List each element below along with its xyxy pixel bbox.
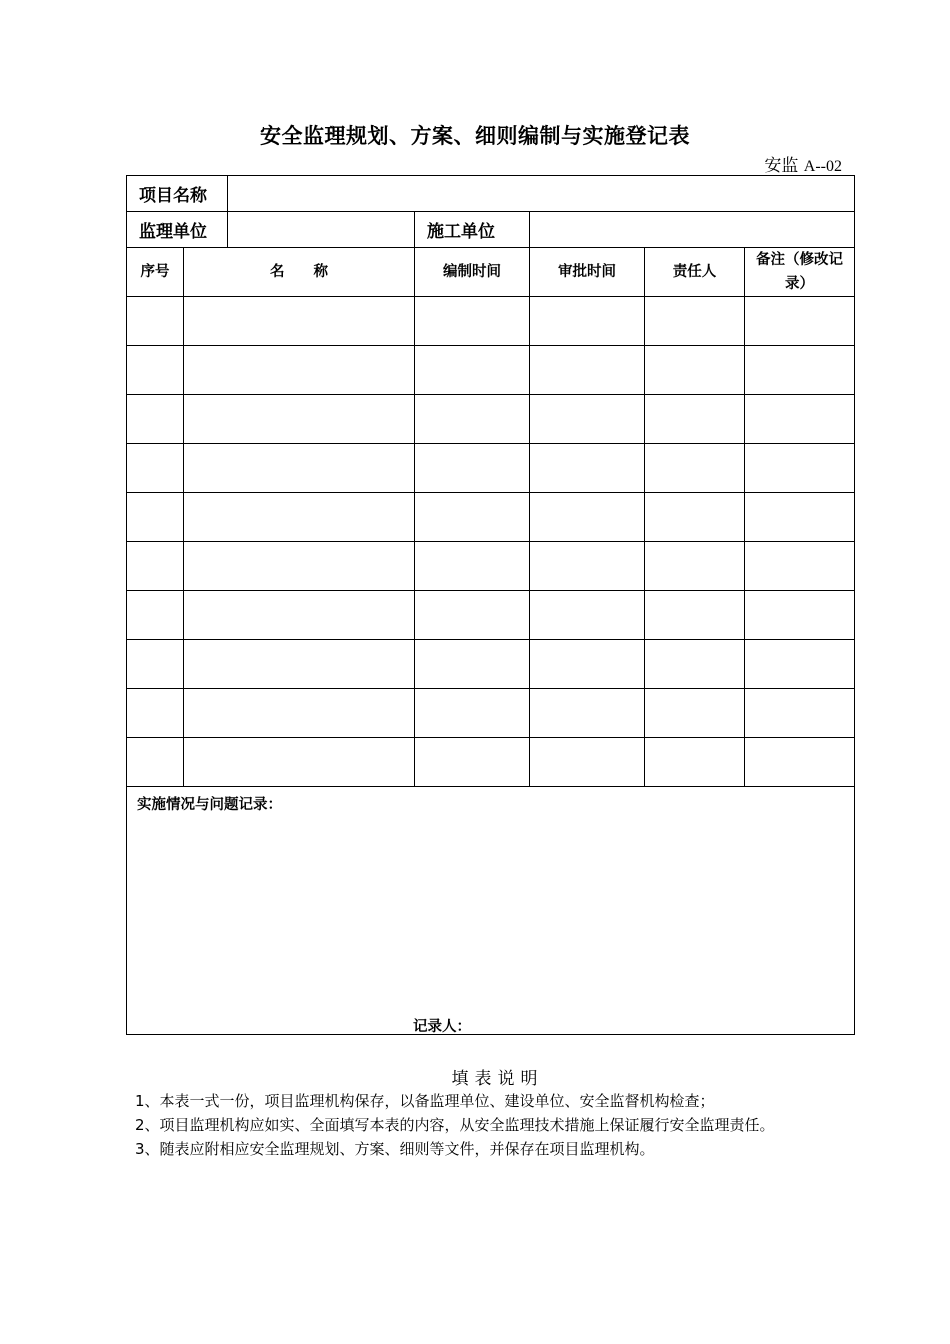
responsible-cell[interactable] (645, 444, 745, 493)
responsible-cell[interactable] (645, 297, 745, 346)
compile-time-cell[interactable] (415, 542, 530, 591)
seq-cell[interactable] (127, 395, 184, 444)
compile-time-cell[interactable] (415, 738, 530, 787)
seq-cell[interactable] (127, 738, 184, 787)
responsible-cell[interactable] (645, 689, 745, 738)
table-row (127, 395, 855, 444)
contractor-label: 施工单位 (415, 212, 530, 248)
col-seq: 序号 (127, 248, 184, 297)
compile-time-cell[interactable] (415, 591, 530, 640)
name-cell[interactable] (184, 738, 415, 787)
project-name-field[interactable] (228, 176, 855, 212)
approve-time-cell[interactable] (530, 395, 645, 444)
seq-cell[interactable] (127, 493, 184, 542)
col-remarks: 备注（修改记录） (745, 248, 855, 297)
approve-time-cell[interactable] (530, 591, 645, 640)
approve-time-cell[interactable] (530, 444, 645, 493)
table-row (127, 738, 855, 787)
responsible-cell[interactable] (645, 395, 745, 444)
recorder-label: 记录人： (413, 1019, 471, 1035)
remarks-cell[interactable] (745, 493, 855, 542)
name-cell[interactable] (184, 542, 415, 591)
remarks-cell[interactable] (745, 395, 855, 444)
name-cell[interactable] (184, 493, 415, 542)
remarks-cell[interactable] (745, 542, 855, 591)
name-cell[interactable] (184, 297, 415, 346)
remarks-cell[interactable] (745, 591, 855, 640)
table-row (127, 640, 855, 689)
page-title: 安全监理规划、方案、细则编制与实施登记表 (260, 124, 690, 148)
approve-time-cell[interactable] (530, 640, 645, 689)
responsible-cell[interactable] (645, 640, 745, 689)
registration-table (126, 175, 855, 1035)
name-cell[interactable] (184, 689, 415, 738)
col-approve-time: 审批时间 (530, 248, 645, 297)
compile-time-cell[interactable] (415, 346, 530, 395)
name-cell[interactable] (184, 395, 415, 444)
name-cell[interactable] (184, 640, 415, 689)
table-row (127, 297, 855, 346)
seq-cell[interactable] (127, 640, 184, 689)
remarks-cell[interactable] (745, 346, 855, 395)
responsible-cell[interactable] (645, 542, 745, 591)
responsible-cell[interactable] (645, 738, 745, 787)
notes-label: 实施情况与问题记录： (137, 797, 282, 813)
table-row (127, 591, 855, 640)
compile-time-cell[interactable] (415, 493, 530, 542)
instruction-item: 2、项目监理机构应如实、全面填写本表的内容，从安全监理技术措施上保证履行安全监理责任。 (135, 1116, 775, 1134)
seq-cell[interactable] (127, 689, 184, 738)
remarks-cell[interactable] (745, 640, 855, 689)
form-code-prefix: 安监 (764, 156, 799, 176)
form-code-number: A--02 (803, 158, 842, 175)
compile-time-cell[interactable] (415, 689, 530, 738)
approve-time-cell[interactable] (530, 738, 645, 787)
approve-time-cell[interactable] (530, 689, 645, 738)
project-name-label: 项目名称 (127, 176, 228, 212)
remarks-cell[interactable] (745, 738, 855, 787)
unit-row (127, 212, 855, 248)
approve-time-cell[interactable] (530, 346, 645, 395)
seq-cell[interactable] (127, 346, 184, 395)
col-responsible: 责任人 (645, 248, 745, 297)
table-row (127, 689, 855, 738)
instructions-title: 填表说明 (451, 1069, 544, 1089)
seq-cell[interactable] (127, 297, 184, 346)
column-header-row (127, 248, 855, 297)
instruction-item: 1、本表一式一份，项目监理机构保存，以备监理单位、建设单位、安全监督机构检查； (135, 1092, 715, 1110)
responsible-cell[interactable] (645, 346, 745, 395)
col-name: 名 称 (184, 248, 415, 297)
compile-time-cell[interactable] (415, 444, 530, 493)
approve-time-cell[interactable] (530, 542, 645, 591)
seq-cell[interactable] (127, 444, 184, 493)
notes-row (127, 787, 855, 1035)
compile-time-cell[interactable] (415, 297, 530, 346)
compile-time-cell[interactable] (415, 395, 530, 444)
form-code (764, 151, 842, 176)
approve-time-cell[interactable] (530, 297, 645, 346)
compile-time-cell[interactable] (415, 640, 530, 689)
responsible-cell[interactable] (645, 493, 745, 542)
table-row (127, 346, 855, 395)
table-row (127, 444, 855, 493)
name-cell[interactable] (184, 346, 415, 395)
notes-field[interactable] (127, 787, 855, 1035)
approve-time-cell[interactable] (530, 493, 645, 542)
col-compile-time: 编制时间 (415, 248, 530, 297)
remarks-cell[interactable] (745, 689, 855, 738)
responsible-cell[interactable] (645, 591, 745, 640)
data-rows (127, 297, 855, 787)
name-cell[interactable] (184, 444, 415, 493)
remarks-cell[interactable] (745, 444, 855, 493)
seq-cell[interactable] (127, 542, 184, 591)
contractor-field[interactable] (530, 212, 855, 248)
name-cell[interactable] (184, 591, 415, 640)
project-name-row (127, 176, 855, 212)
seq-cell[interactable] (127, 591, 184, 640)
supervisor-label: 监理单位 (127, 212, 228, 248)
instruction-item: 3、随表应附相应安全监理规划、方案、细则等文件，并保存在项目监理机构。 (135, 1140, 655, 1158)
supervisor-field[interactable] (228, 212, 415, 248)
remarks-cell[interactable] (745, 297, 855, 346)
table-row (127, 542, 855, 591)
table-row (127, 493, 855, 542)
